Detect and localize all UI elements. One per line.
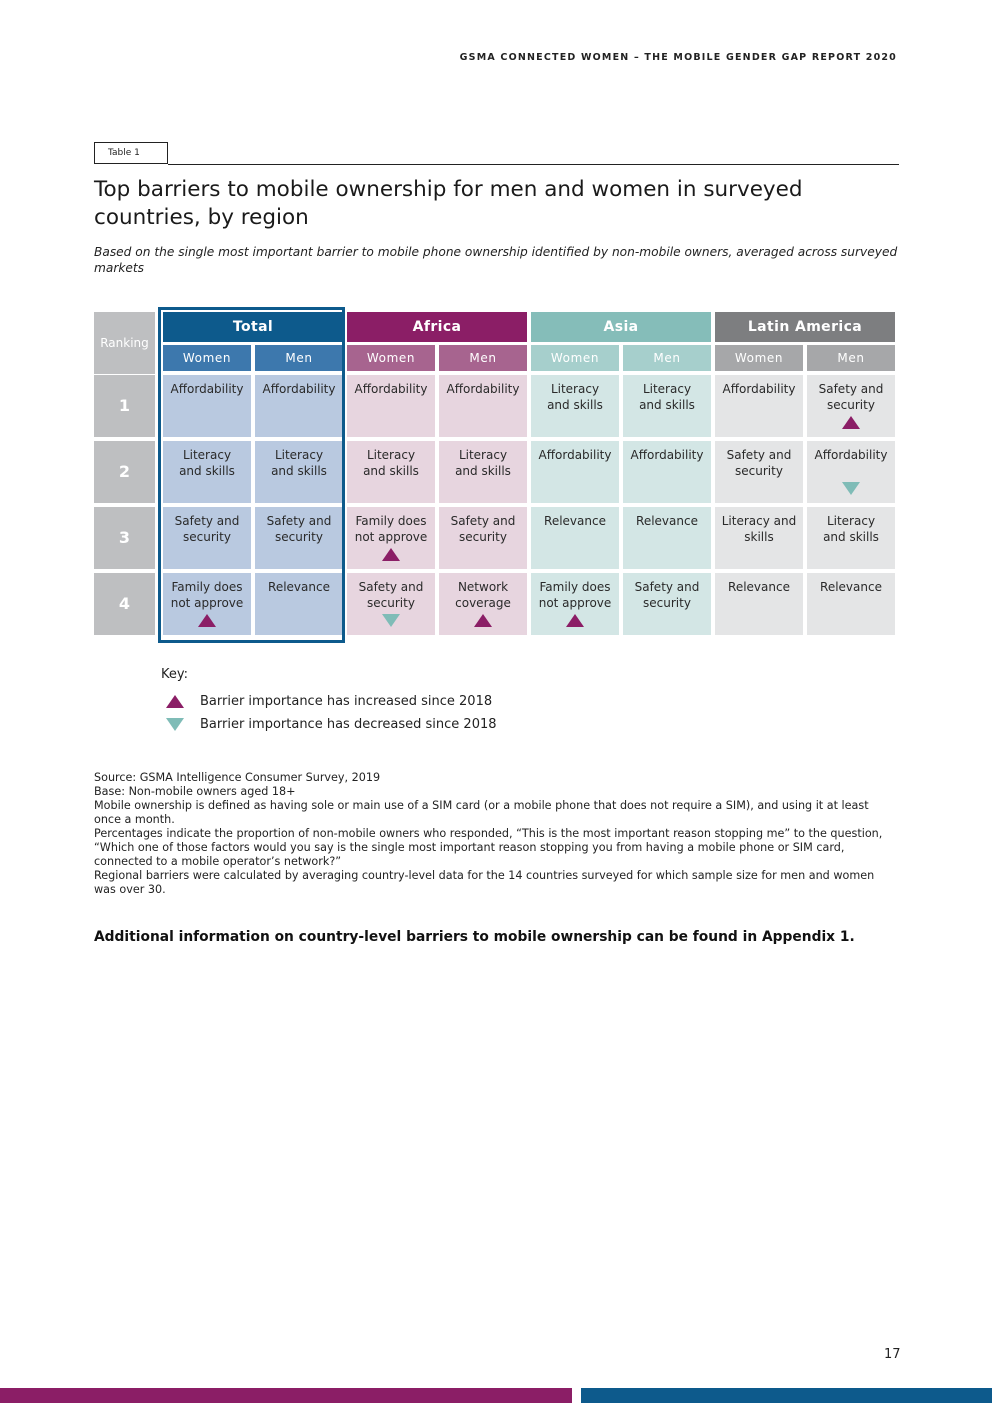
- table-cell: [347, 573, 435, 635]
- rank-cell: 4: [94, 573, 155, 635]
- barrier-label: Safety and security: [266, 514, 332, 544]
- note-source: Source: GSMA Intelligence Consumer Survey, 2019: [94, 771, 381, 784]
- barrier-label: Literacy and skills: [639, 382, 695, 412]
- source-notes: [94, 771, 899, 897]
- barrier-label: Affordability: [814, 448, 888, 462]
- table-cell: [715, 507, 803, 569]
- footer-bar-purple: [0, 1388, 572, 1403]
- barrier-label: Affordability: [630, 448, 704, 462]
- gender-header: Men: [255, 345, 343, 371]
- barrier-label: Affordability: [538, 448, 612, 462]
- additional-info: Additional information on country-level barriers to mobile ownership can be found in Appendix 1.: [94, 929, 855, 945]
- rank-cell: 3: [94, 507, 155, 569]
- table-cell: [531, 441, 619, 503]
- triangle-up-icon: [842, 416, 860, 429]
- barrier-label: Literacy and skills: [455, 448, 511, 478]
- legend-decreased-text: Barrier importance has decreased since 2018: [200, 717, 497, 732]
- gender-header: Women: [163, 345, 251, 371]
- table-cell: [439, 441, 527, 503]
- region-header: Total: [163, 312, 343, 342]
- table-cell: [255, 441, 343, 503]
- table-cell: [347, 441, 435, 503]
- table-cell: [531, 573, 619, 635]
- triangle-up-icon: [166, 695, 184, 708]
- page-number: 17: [884, 1347, 901, 1362]
- barrier-label: Literacy and skills: [363, 448, 419, 478]
- table-cell: [531, 375, 619, 437]
- table-cell: [807, 375, 895, 437]
- legend-row-increased: [161, 690, 497, 713]
- note-regional: Regional barriers were calculated by averaging country-level data for the 14 countries surveyed for which sample size for men and women was over 30.: [94, 869, 875, 896]
- barrier-label: Family does not approve: [354, 514, 428, 544]
- table-cell: [347, 375, 435, 437]
- document-title: Top barriers to mobile ownership for men and women in surveyed countries, by region: [94, 177, 803, 230]
- table-cell: [623, 573, 711, 635]
- barrier-table: [94, 312, 897, 638]
- region-header: Africa: [347, 312, 527, 342]
- barrier-label: Affordability: [446, 382, 520, 396]
- legend-increased-text: Barrier importance has increased since 2018: [200, 694, 493, 709]
- table-cell: [439, 507, 527, 569]
- barrier-label: Affordability: [722, 382, 796, 396]
- barrier-label: Network coverage: [455, 580, 511, 610]
- triangle-up-icon: [474, 614, 492, 627]
- barrier-label: Literacy and skills: [721, 514, 797, 544]
- table-cell: [715, 375, 803, 437]
- table-cell: [715, 441, 803, 503]
- barrier-label: Relevance: [268, 580, 330, 594]
- triangle-down-icon: [382, 614, 400, 627]
- legend: [161, 667, 497, 736]
- barrier-label: Family does not approve: [170, 580, 244, 610]
- table-cell: [715, 573, 803, 635]
- triangle-up-icon: [566, 614, 584, 627]
- barrier-label: Safety and security: [634, 580, 700, 610]
- table-cell: [163, 507, 251, 569]
- legend-key-label: Key:: [161, 667, 189, 682]
- table-cell: [439, 375, 527, 437]
- table-cell: [255, 507, 343, 569]
- region-header: Latin America: [715, 312, 895, 342]
- gender-header: Men: [623, 345, 711, 371]
- triangle-up-icon: [198, 614, 216, 627]
- barrier-label: Relevance: [636, 514, 698, 528]
- barrier-label: Safety and security: [726, 448, 792, 478]
- table-cell: [163, 441, 251, 503]
- rank-cell: 1: [94, 375, 155, 437]
- barrier-label: Literacy and skills: [823, 514, 879, 544]
- table-cell: [623, 441, 711, 503]
- running-header: GSMA CONNECTED WOMEN – THE MOBILE GENDER GAP REPORT 2020: [459, 52, 897, 63]
- barrier-label: Affordability: [262, 382, 336, 396]
- table-cell: [623, 507, 711, 569]
- barrier-label: Family does not approve: [538, 580, 612, 610]
- note-base: Base: Non-mobile owners aged 18+: [94, 785, 296, 798]
- footer-bar-blue: [581, 1388, 992, 1403]
- gender-header: Women: [531, 345, 619, 371]
- table-cell: [163, 375, 251, 437]
- table-cell: [531, 507, 619, 569]
- table-cell: [807, 573, 895, 635]
- table-cell: [623, 375, 711, 437]
- barrier-label: Literacy and skills: [179, 448, 235, 478]
- barrier-label: Relevance: [728, 580, 790, 594]
- table-cell: [163, 573, 251, 635]
- table-cell: [255, 573, 343, 635]
- gender-header: Men: [807, 345, 895, 371]
- ranking-header: Ranking: [94, 312, 155, 374]
- region-header: Asia: [531, 312, 711, 342]
- table-cell: [807, 507, 895, 569]
- table-cell: [807, 441, 895, 503]
- legend-row-decreased: [161, 713, 497, 736]
- barrier-label: Safety and security: [450, 514, 516, 544]
- barrier-label: Safety and security: [818, 382, 884, 412]
- table-cell: [255, 375, 343, 437]
- barrier-label: Relevance: [820, 580, 882, 594]
- barrier-label: Relevance: [544, 514, 606, 528]
- note-definition: Mobile ownership is defined as having sole or main use of a SIM card (or a mobile phone that does not require a SIM), and using it at least once a month.: [94, 799, 869, 826]
- triangle-down-icon: [166, 718, 184, 731]
- gender-header: Women: [347, 345, 435, 371]
- barrier-label: Affordability: [354, 382, 428, 396]
- table-label: Table 1: [94, 142, 168, 164]
- barrier-label: Safety and security: [358, 580, 424, 610]
- barrier-label: Affordability: [170, 382, 244, 396]
- gender-header: Men: [439, 345, 527, 371]
- triangle-down-icon: [842, 482, 860, 495]
- document-subtitle: Based on the single most important barrier to mobile phone ownership identified by non-mobile owners, averaged across surveyed markets: [94, 245, 898, 275]
- note-percentages: Percentages indicate the proportion of non-mobile owners who responded, “This is the most important reason stopping me” to the question, “Which one of those factors would you say is the single most important reason stopping you from having a mobile phone or SIM card, connected to a mobile operator’s network?”: [94, 827, 883, 868]
- barrier-label: Literacy and skills: [271, 448, 327, 478]
- gender-header: Women: [715, 345, 803, 371]
- barrier-label: Safety and security: [174, 514, 240, 544]
- table-label-rule: [168, 164, 899, 165]
- barrier-label: Literacy and skills: [547, 382, 603, 412]
- table-cell: [439, 573, 527, 635]
- table-cell: [347, 507, 435, 569]
- rank-cell: 2: [94, 441, 155, 503]
- triangle-up-icon: [382, 548, 400, 561]
